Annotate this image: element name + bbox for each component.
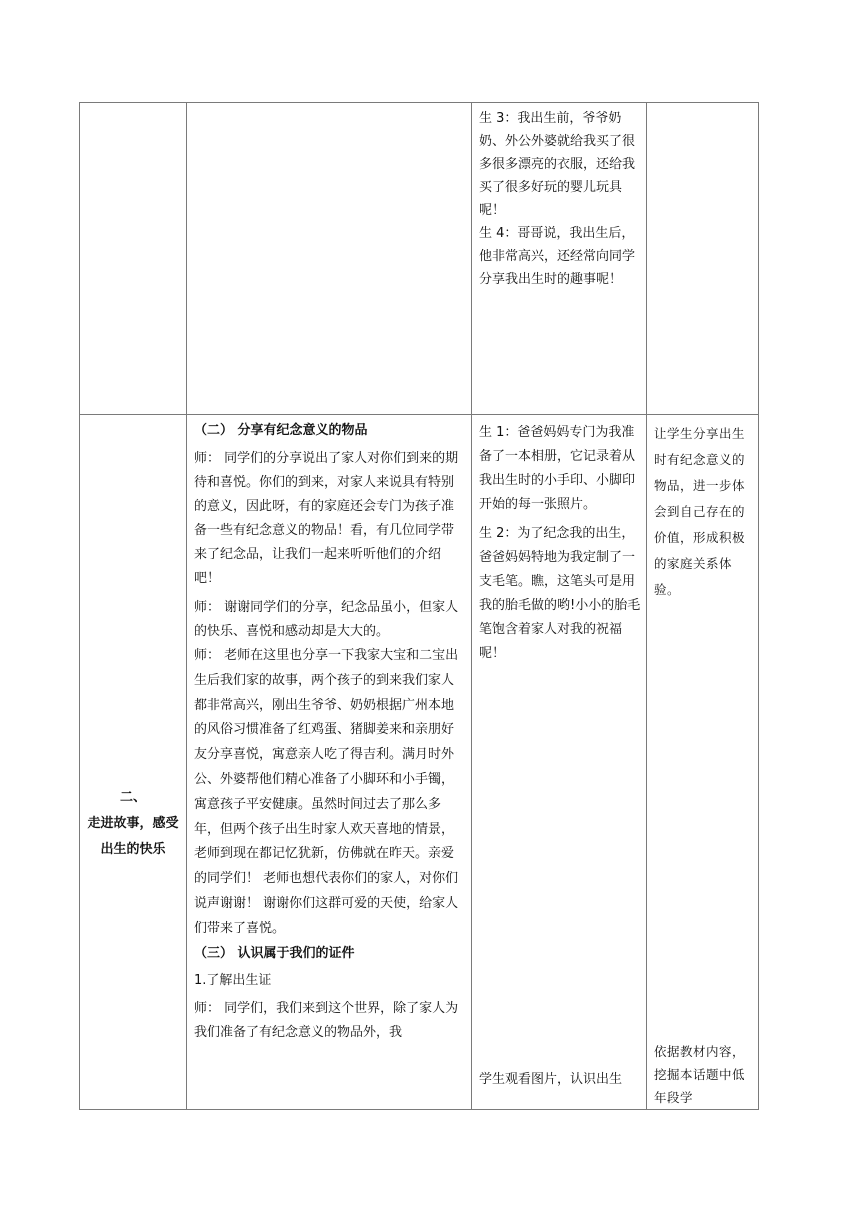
student-response-3: 生 3：我出生前，爷爷奶奶、外公外婆就给我买了很多很多漂亮的衣服，还给我买了很多好玩的婴儿玩具呢！ xyxy=(479,111,636,218)
heading-share-souvenirs: （二） 分享有纪念意义的物品 xyxy=(194,423,368,438)
student-activity-cell xyxy=(479,421,641,666)
teacher-paragraph-3: 师： 老师在这里也分享一下我家大宝和二宝出生后我们家的故事，两个孩子的到来我们家人都非常高兴，刚出生爷爷、奶奶根据广州本地的风俗习惯准备了红鸡蛋、猪脚姜来和亲朋好友分享喜悦，寓意亲人吃了得吉利。满月时外公、外婆帮他们精心准备了小脚环和小手镯，寓意孩子平安健康。虽然时间过去了那么多年，但两个孩子出生时家人欢天喜地的情景，老师到现在都记忆犹新，仿佛就在昨天。亲爱的同学们！ 老师也想代表你们的家人，对你们说声谢谢！ 谢谢你们这群可爱的天使，给家人们带来了喜悦。 xyxy=(194,648,459,936)
student-view-pictures: 学生观看图片，认识出生 xyxy=(479,1072,623,1087)
student-response-1: 生 1：爸爸妈妈专门为我准备了一本相册，它记录着从我出生时的小手印、小脚印开始的每一张照片。 xyxy=(479,425,636,512)
column-divider-1 xyxy=(186,102,187,1110)
teacher-paragraph-4: 师： 同学们，我们来到这个世界，除了家人为我们准备了有纪念意义的物品外，我 xyxy=(194,1000,459,1040)
section-label xyxy=(80,785,186,863)
row-divider xyxy=(79,414,759,415)
table-right-border xyxy=(758,102,759,1110)
table-bottom-border xyxy=(79,1109,759,1110)
design-intent-2: 依据教材内容，挖掘本话题中低年段学 xyxy=(654,1044,746,1105)
teacher-paragraph-2: 师： 谢谢同学们的分享，纪念品虽小，但家人的快乐、喜悦和感动却是大大的。 xyxy=(194,600,459,639)
heading-know-certificates: （三） 认识属于我们的证件 xyxy=(194,945,355,961)
section-title: 走进故事，感受出生的快乐 xyxy=(87,816,179,857)
section-number: 二、 xyxy=(119,790,146,805)
student-response-2: 生 2：为了纪念我的出生，爸爸妈妈特地为我定制了一支毛笔。瞧，这笔头可是用我的胎毛做的哟!小小的胎毛笔饱含着家人对我的祝福呢！ xyxy=(479,526,641,661)
teacher-activity-cell xyxy=(194,419,466,1045)
column-divider-2 xyxy=(471,102,472,1110)
design-intent-cell xyxy=(654,421,752,603)
table-top-border xyxy=(79,102,759,103)
teacher-paragraph-1: 师： 同学们的分享说出了家人对你们到来的期待和喜悦。你们的到来，对家人来说具有特别的意义，因此呀，有的家庭还会专门为孩子准备一些有纪念意义的物品！看，有几位同学带来了纪念品，让我们一起来听听他们的介绍吧！ xyxy=(194,451,459,586)
design-intent-cell-2 xyxy=(654,1040,752,1109)
design-intent-1: 让学生分享出生时有纪念意义的物品，进一步体会到自己存在的价值，形成积极的家庭关系体验。 xyxy=(654,426,746,597)
subheading-birth-certificate: 1.了解出生证 xyxy=(194,972,272,988)
table-left-border xyxy=(79,102,80,1110)
student-response-4: 生 4：哥哥说，我出生后，他非常高兴，还经常向同学分享我出生时的趣事呢！ xyxy=(479,226,636,287)
row1-student-cell xyxy=(479,107,641,291)
column-divider-3 xyxy=(646,102,647,1110)
